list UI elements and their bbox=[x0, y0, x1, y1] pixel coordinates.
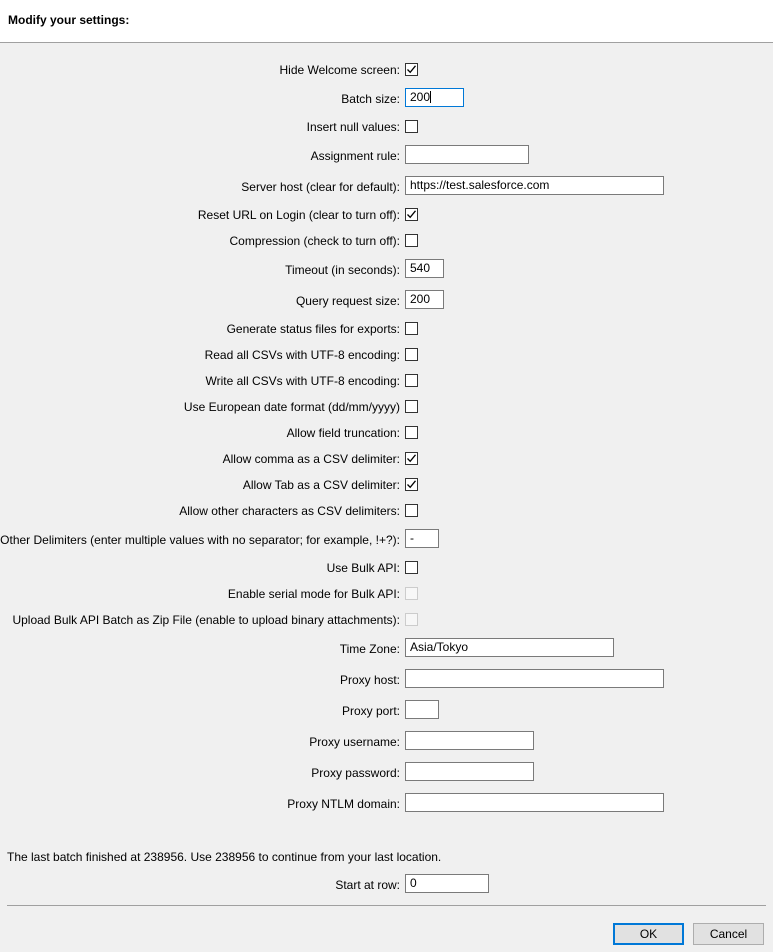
serial-mode-label: Enable serial mode for Bulk API: bbox=[227, 587, 400, 601]
proxy-host-label: Proxy host: bbox=[339, 673, 400, 687]
hide-welcome-checkbox[interactable] bbox=[405, 63, 418, 76]
tab-delimiter-label: Allow Tab as a CSV delimiter: bbox=[242, 478, 400, 492]
assignment-rule-label: Assignment rule: bbox=[310, 149, 400, 163]
comma-delimiter-label: Allow comma as a CSV delimiter: bbox=[222, 452, 400, 466]
reset-url-checkbox[interactable] bbox=[405, 208, 418, 221]
compression-label: Compression (check to turn off): bbox=[229, 234, 400, 248]
read-utf8-label: Read all CSVs with UTF-8 encoding: bbox=[204, 348, 400, 362]
checkmark-icon bbox=[406, 479, 417, 490]
query-request-size-label: Query request size: bbox=[295, 294, 400, 308]
proxy-host-input[interactable] bbox=[405, 669, 664, 688]
server-host-label: Server host (clear for default): bbox=[241, 180, 400, 194]
dialog-title: Modify your settings: bbox=[8, 13, 130, 27]
other-chars-label: Allow other characters as CSV delimiters: bbox=[179, 504, 400, 518]
proxy-password-label: Proxy password: bbox=[311, 766, 400, 780]
hide-welcome-label: Hide Welcome screen: bbox=[279, 63, 400, 77]
other-delimiters-input[interactable]: - bbox=[405, 529, 439, 548]
proxy-ntlm-input[interactable] bbox=[405, 793, 664, 812]
ok-button[interactable]: OK bbox=[613, 923, 684, 945]
checkmark-icon bbox=[406, 453, 417, 464]
proxy-password-input[interactable] bbox=[405, 762, 534, 781]
time-zone-label: Time Zone: bbox=[339, 642, 400, 656]
field-truncation-checkbox[interactable] bbox=[405, 426, 418, 439]
tab-delimiter-checkbox[interactable] bbox=[405, 478, 418, 491]
reset-url-label: Reset URL on Login (clear to turn off): bbox=[197, 208, 400, 222]
dialog-header bbox=[0, 0, 773, 43]
insert-null-label: Insert null values: bbox=[306, 120, 400, 134]
write-utf8-label: Write all CSVs with UTF-8 encoding: bbox=[205, 374, 400, 388]
proxy-username-label: Proxy username: bbox=[309, 735, 400, 749]
zip-upload-checkbox bbox=[405, 613, 418, 626]
insert-null-checkbox[interactable] bbox=[405, 120, 418, 133]
serial-mode-checkbox bbox=[405, 587, 418, 600]
read-utf8-checkbox[interactable] bbox=[405, 348, 418, 361]
query-request-size-input[interactable]: 200 bbox=[405, 290, 444, 309]
proxy-username-input[interactable] bbox=[405, 731, 534, 750]
european-date-label: Use European date format (dd/mm/yyyy) bbox=[183, 400, 400, 414]
timeout-label: Timeout (in seconds): bbox=[285, 263, 400, 277]
proxy-port-input[interactable] bbox=[405, 700, 439, 719]
assignment-rule-input[interactable] bbox=[405, 145, 529, 164]
batch-size-label: Batch size: bbox=[341, 92, 400, 106]
cancel-button[interactable]: Cancel bbox=[693, 923, 764, 945]
field-truncation-label: Allow field truncation: bbox=[286, 426, 400, 440]
checkmark-icon bbox=[406, 64, 417, 75]
bulk-api-label: Use Bulk API: bbox=[326, 561, 400, 575]
server-host-input[interactable]: https://test.salesforce.com bbox=[405, 176, 664, 195]
status-files-checkbox[interactable] bbox=[405, 322, 418, 335]
start-row-label: Start at row: bbox=[335, 878, 400, 892]
last-batch-note: The last batch finished at 238956. Use 238956 to continue from your last location. bbox=[7, 850, 442, 864]
time-zone-input[interactable]: Asia/Tokyo bbox=[405, 638, 614, 657]
other-delimiters-label: Other Delimiters (enter multiple values with no separator; for example, !+?): bbox=[0, 533, 400, 547]
batch-size-input[interactable]: 200 bbox=[405, 88, 464, 107]
status-files-label: Generate status files for exports: bbox=[226, 322, 400, 336]
timeout-input[interactable]: 540 bbox=[405, 259, 444, 278]
write-utf8-checkbox[interactable] bbox=[405, 374, 418, 387]
comma-delimiter-checkbox[interactable] bbox=[405, 452, 418, 465]
start-row-input[interactable]: 0 bbox=[405, 874, 489, 893]
other-chars-checkbox[interactable] bbox=[405, 504, 418, 517]
european-date-checkbox[interactable] bbox=[405, 400, 418, 413]
checkmark-icon bbox=[406, 209, 417, 220]
zip-upload-label: Upload Bulk API Batch as Zip File (enable to upload binary attachments): bbox=[12, 613, 400, 627]
proxy-ntlm-label: Proxy NTLM domain: bbox=[287, 797, 400, 811]
footer-separator bbox=[7, 905, 766, 906]
compression-checkbox[interactable] bbox=[405, 234, 418, 247]
proxy-port-label: Proxy port: bbox=[341, 704, 400, 718]
bulk-api-checkbox[interactable] bbox=[405, 561, 418, 574]
